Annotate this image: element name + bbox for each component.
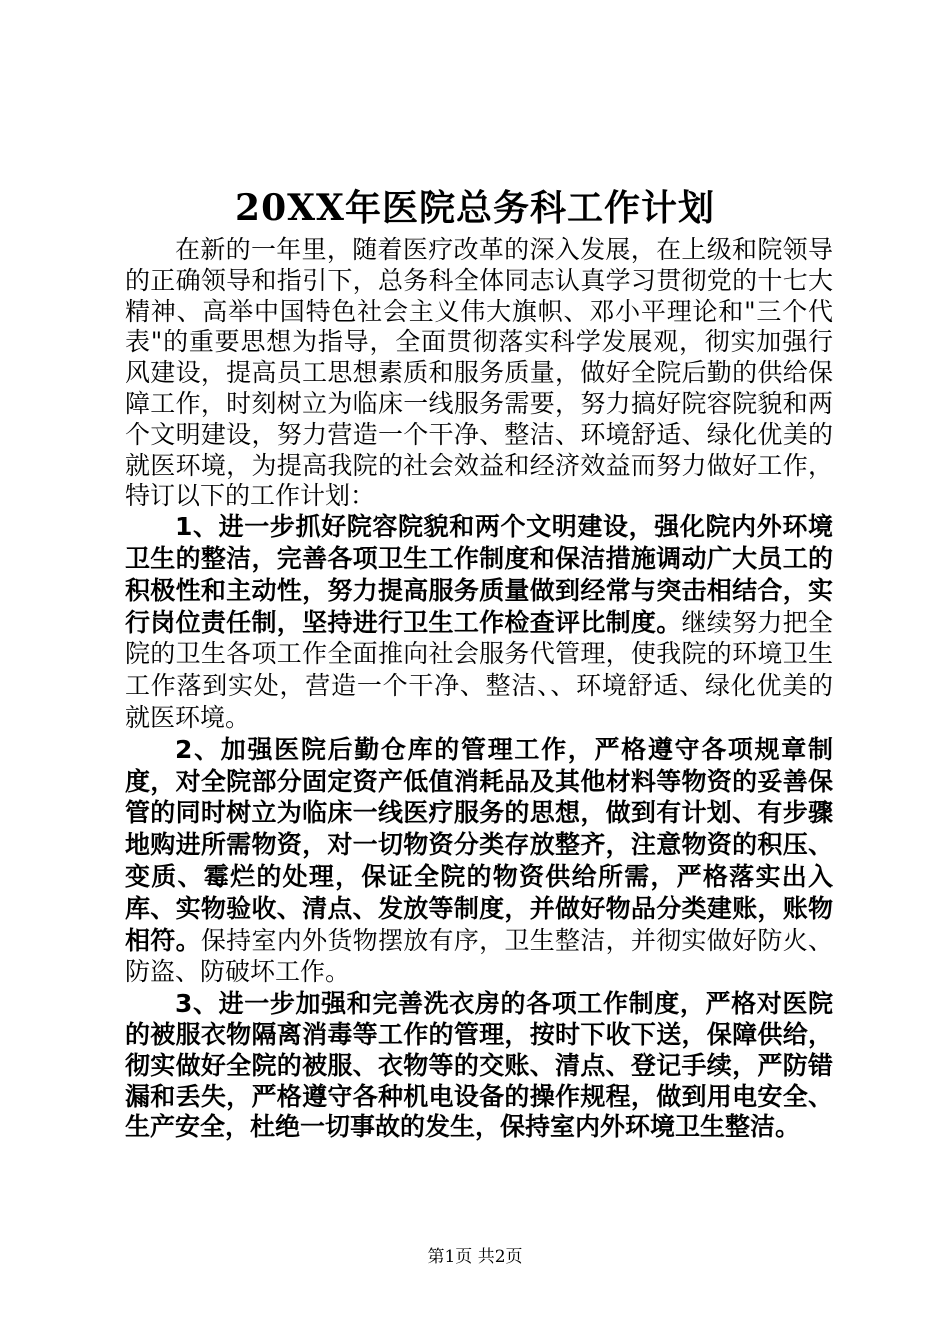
item-1-paragraph bbox=[125, 512, 833, 735]
item-1-main-text: 1、进一步抓好院容院貌和两个文明建设，强化院内外环境卫生的整洁，完善各项卫生工作制度和保洁措施调动广大员工的积极性和主动性，努力提高服务质量做到经常与突击相结合，实行岗位责任制，坚持进行卫生工作检查评比制度。 bbox=[125, 512, 833, 637]
item-3-paragraph: 3、进一步加强和完善洗衣房的各项工作制度，严格对医院的被服衣物隔离消毒等工作的管理，按时下收下送，保障供给，彻实做好全院的被服、衣物等的交账、清点、登记手续，严防错漏和丢失，严格遵守各种机电设备的操作规程，做到用电安全、生产安全，杜绝一切事故的发生，保持室内外环境卫生整洁。 bbox=[125, 989, 833, 1142]
page-number-footer: 第1页 共2页 bbox=[427, 1247, 523, 1267]
item-2-paragraph bbox=[125, 735, 833, 989]
item-2-main-text: 2、加强医院后勤仓库的管理工作，严格遵守各项规章制度，对全院部分固定资产低值消耗品及其他材料等物资的妥善保管的同时树立为临床一线医疗服务的思想，做到有计划、有步骤地购进所需物资，对一切物资分类存放整齐，注意物资的积压、变质、霉烂的处理，保证全院的物资供给所需，严格落实出入库、实物验收、清点、发放等制度，并做好物品分类建账，账物相符。 bbox=[125, 734, 833, 955]
intro-paragraph: 在新的一年里，随着医疗改革的深入发展，在上级和院领导的正确领导和指引下，总务科全体同志认真学习贯彻党的十七大精神、高举中国特色社会主义伟大旗帜、邓小平理论和"三个代表"的重要思想为指导，全面贯彻落实科学发展观，彻实加强行风建设，提高员工思想素质和服务质量，做好全院后勤的供给保障工作，时刻树立为临床一线服务需要，努力搞好院容院貌和两个文明建设，努力营造一个干净、整洁、环境舒适、绿化优美的就医环境，为提高我院的社会效益和经济效益而努力做好工作，特订以下的工作计划： bbox=[125, 235, 833, 511]
item-2-continued-text: 保持室内外货物摆放有序，卫生整洁，并彻实做好防火、防盗、防破坏工作。 bbox=[125, 925, 833, 987]
document-title: 20XX年医院总务科工作计划 bbox=[235, 187, 715, 229]
item-1-continued-text: 继续努力把全院的卫生各项工作全面推向社会服务代管理，使我院的环境卫生工作落到实处，营造一个干净、整洁、、环境舒适、绿化优美的就医环境。 bbox=[125, 607, 833, 732]
document-body bbox=[125, 235, 833, 1143]
